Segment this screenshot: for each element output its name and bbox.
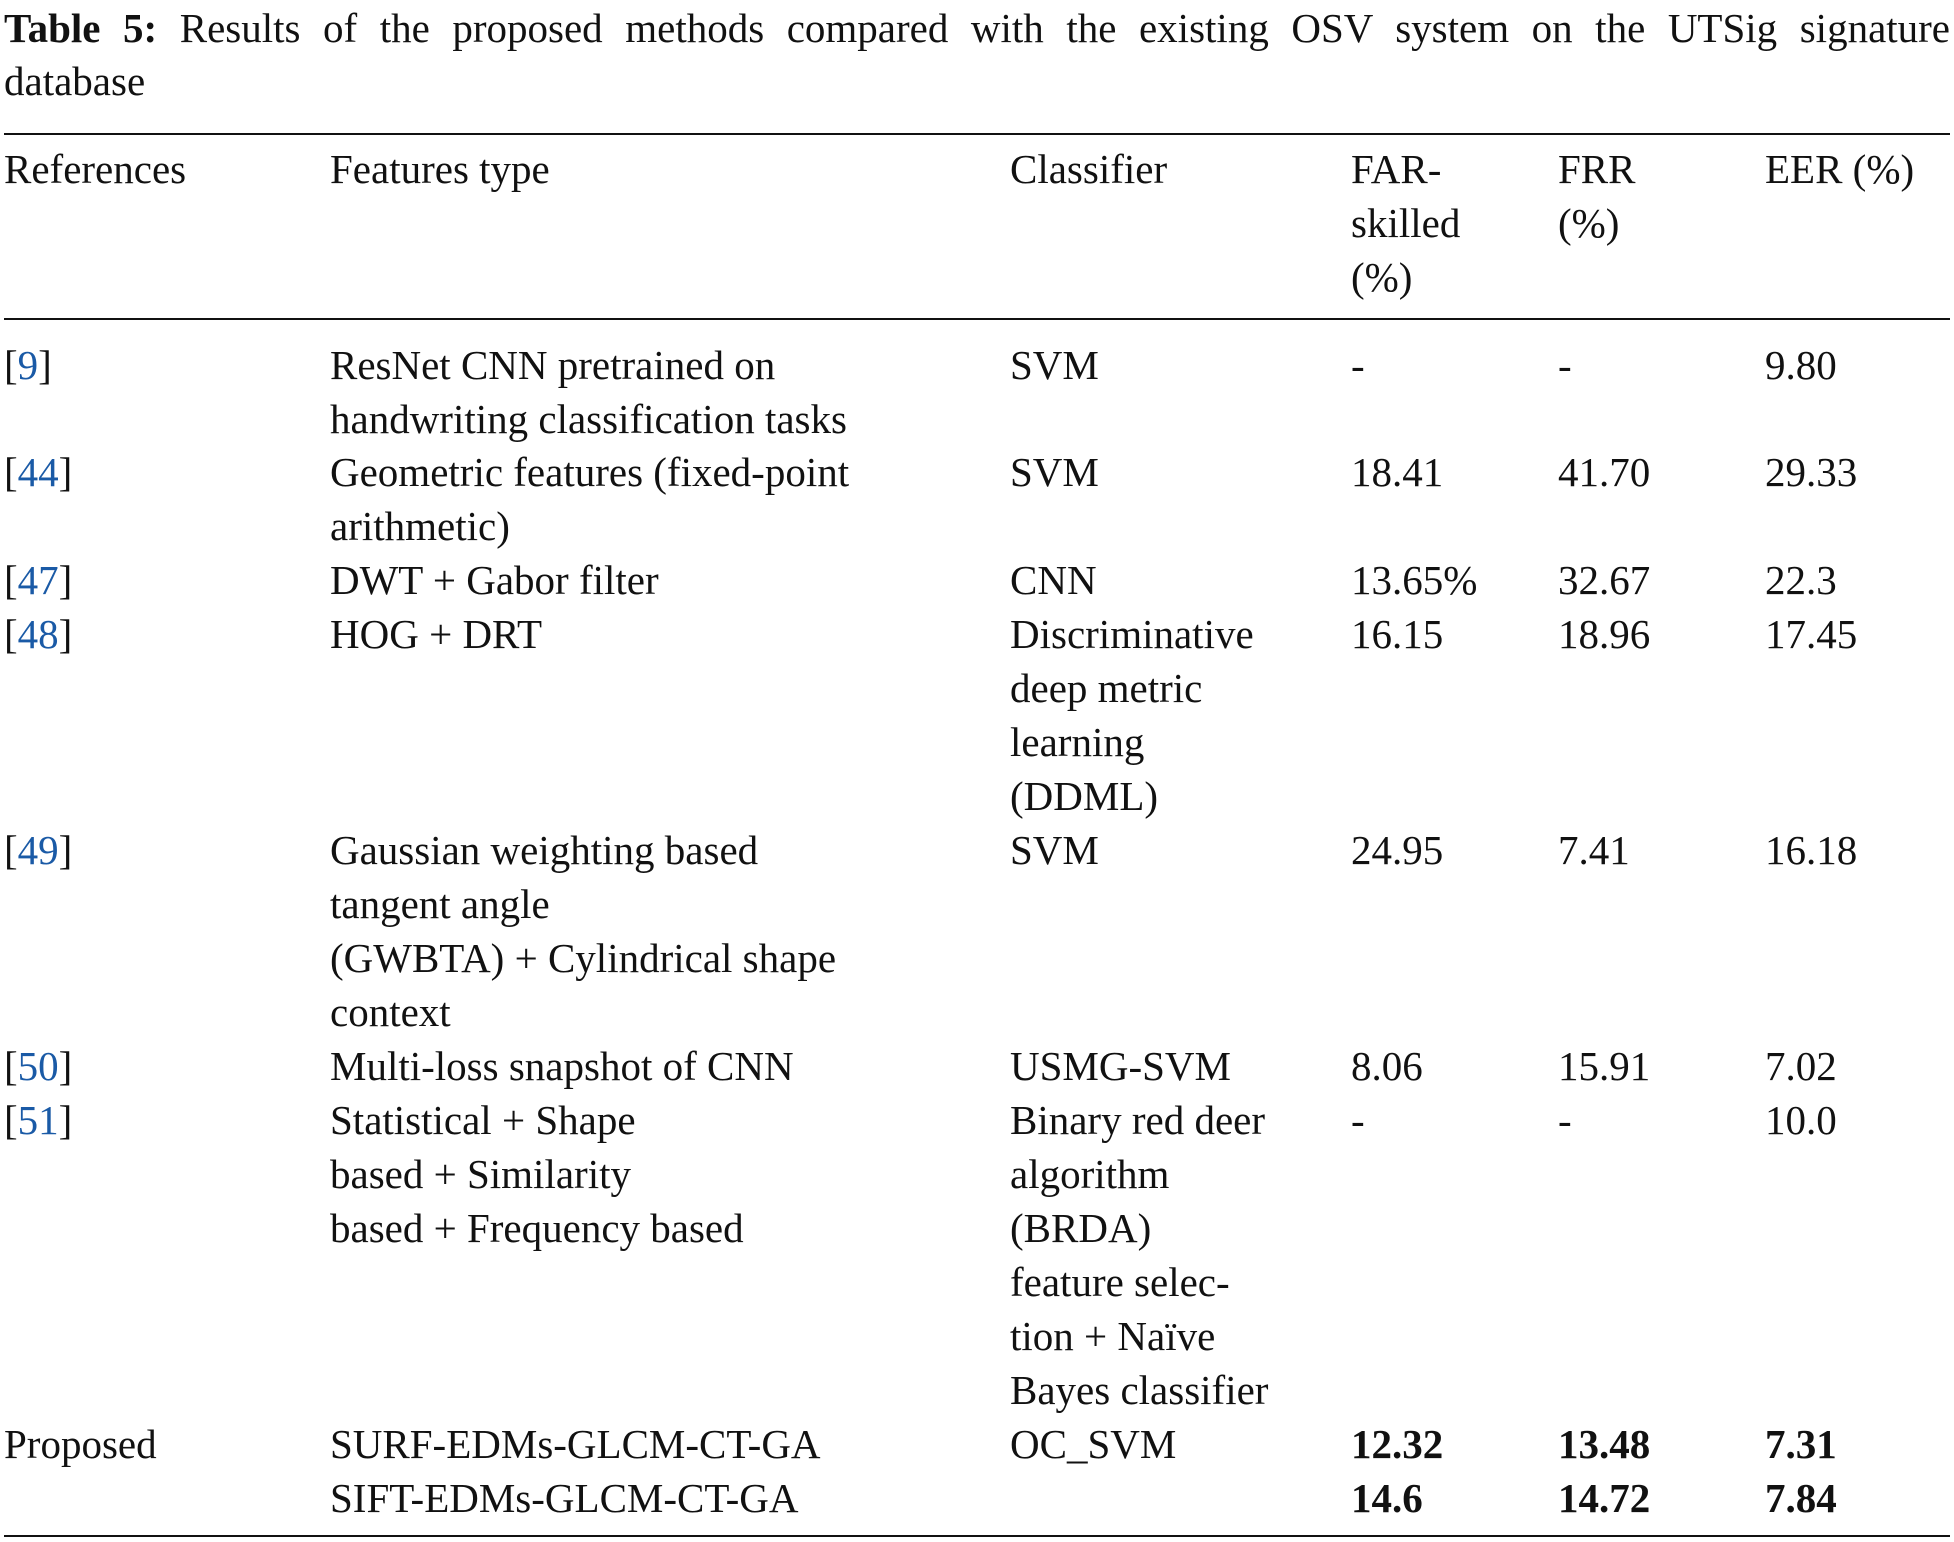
header-classifier: Classifier [1010, 146, 1168, 192]
classifier-line: learning [1010, 719, 1145, 765]
classifier-line: algorithm [1010, 1151, 1170, 1197]
frr-cell: 41.70 [1558, 449, 1651, 495]
classifier-line: Binary red deer [1010, 1097, 1265, 1143]
header-far-line: (%) [1351, 254, 1413, 300]
frr-cell: 18.96 [1558, 611, 1651, 657]
far-cell: - [1351, 1097, 1365, 1143]
header-far-line: skilled [1351, 200, 1461, 246]
frr-cell: 15.91 [1558, 1043, 1651, 1089]
features-line: arithmetic) [330, 503, 510, 549]
features-line: Statistical + Shape [330, 1097, 636, 1143]
eer-cell: 7.02 [1765, 1043, 1837, 1089]
features-line: (GWBTA) + Cylindrical shape [330, 935, 837, 981]
far-cell: - [1351, 342, 1365, 388]
header-features-type: Features type [330, 146, 550, 192]
table-page [4, 0, 1950, 1542]
proposed-eer-cell [1765, 1417, 1837, 1525]
proposed-label: Proposed [4, 1421, 157, 1467]
caption-text: Results of the proposed methods compared with the existing OSV system on the UTSig signature database [4, 5, 1951, 104]
frr-cell: - [1558, 342, 1572, 388]
eer-cell: 16.18 [1765, 827, 1858, 873]
classifier-line: Discriminative [1010, 611, 1254, 657]
features-line: based + Similarity [330, 1151, 631, 1197]
frr-cell: 32.67 [1558, 557, 1651, 603]
proposed-features-cell [330, 1417, 821, 1525]
table-caption [4, 2, 1950, 108]
ref-cell: [9] [4, 342, 52, 388]
far-cell: 16.15 [1351, 611, 1444, 657]
classifier-line: Bayes classifier [1010, 1367, 1269, 1413]
far-cell: 24.95 [1351, 827, 1444, 873]
ref-link[interactable]: 44 [17, 449, 59, 495]
frr-cell: 7.41 [1558, 827, 1630, 873]
header-far-skilled [1351, 142, 1460, 304]
far-value: 12.32 [1351, 1421, 1444, 1467]
bottom-rule [4, 1535, 1950, 1537]
ref-link[interactable]: 50 [17, 1043, 59, 1089]
ref-link[interactable]: 49 [17, 827, 59, 873]
frr-value: 14.72 [1558, 1475, 1651, 1521]
caption-label: Table 5: [4, 5, 158, 51]
top-rule [4, 133, 1950, 135]
ref-cell: [49] [4, 827, 73, 873]
frr-value: 13.48 [1558, 1421, 1651, 1467]
eer-cell: 29.33 [1765, 449, 1858, 495]
classifier-line: deep metric [1010, 665, 1203, 711]
far-value: 14.6 [1351, 1475, 1423, 1521]
features-line: Geometric features (fixed-point [330, 449, 850, 495]
classifier-cell: USMG-SVM [1010, 1043, 1231, 1089]
features-line: tangent angle [330, 881, 550, 927]
far-cell: 18.41 [1351, 449, 1444, 495]
features-cell [330, 1093, 744, 1255]
ref-link[interactable]: 9 [17, 342, 39, 388]
header-frr [1558, 142, 1636, 250]
features-line: based + Frequency based [330, 1205, 744, 1251]
eer-cell: 17.45 [1765, 611, 1858, 657]
header-eer: EER (%) [1765, 146, 1915, 192]
eer-cell: 10.0 [1765, 1097, 1837, 1143]
features-line: ResNet CNN pretrained on [330, 342, 776, 388]
ref-link[interactable]: 47 [17, 557, 59, 603]
header-rule [4, 318, 1950, 320]
features-cell: HOG + DRT [330, 611, 542, 657]
classifier-cell: CNN [1010, 557, 1097, 603]
classifier-line: (DDML) [1010, 773, 1159, 819]
features-line: SIFT-EDMs-GLCM-CT-GA [330, 1475, 799, 1521]
features-line: SURF-EDMs-GLCM-CT-GA [330, 1421, 821, 1467]
eer-cell: 9.80 [1765, 342, 1837, 388]
features-cell: Multi-loss snapshot of CNN [330, 1043, 794, 1089]
ref-cell: [48] [4, 611, 73, 657]
ref-cell: [47] [4, 557, 73, 603]
ref-cell: [51] [4, 1097, 73, 1143]
features-cell [330, 823, 836, 1039]
header-frr-line: FRR [1558, 146, 1636, 192]
ref-cell: [44] [4, 449, 73, 495]
eer-cell: 22.3 [1765, 557, 1837, 603]
proposed-classifier-cell: OC_SVM [1010, 1421, 1177, 1467]
eer-value: 7.84 [1765, 1475, 1837, 1521]
ref-cell: [50] [4, 1043, 73, 1089]
ref-link[interactable]: 51 [17, 1097, 59, 1143]
features-line: handwriting classification tasks [330, 396, 847, 442]
classifier-cell: SVM [1010, 827, 1099, 873]
far-cell: 13.65% [1351, 557, 1478, 603]
classifier-cell: SVM [1010, 342, 1099, 388]
proposed-far-cell [1351, 1417, 1443, 1525]
header-frr-line: (%) [1558, 200, 1620, 246]
features-line: Gaussian weighting based [330, 827, 759, 873]
classifier-line: feature selec- [1010, 1259, 1230, 1305]
far-cell: 8.06 [1351, 1043, 1423, 1089]
classifier-cell [1010, 1093, 1268, 1417]
classifier-cell [1010, 607, 1254, 823]
features-cell: DWT + Gabor filter [330, 557, 659, 603]
classifier-line: tion + Naïve [1010, 1313, 1216, 1359]
ref-link[interactable]: 48 [17, 611, 59, 657]
classifier-line: (BRDA) [1010, 1205, 1152, 1251]
frr-cell: - [1558, 1097, 1572, 1143]
features-cell [330, 445, 849, 553]
header-references: References [4, 146, 187, 192]
features-cell [330, 338, 847, 446]
proposed-frr-cell [1558, 1417, 1650, 1525]
header-far-line: FAR- [1351, 146, 1442, 192]
eer-value: 7.31 [1765, 1421, 1837, 1467]
classifier-cell: SVM [1010, 449, 1099, 495]
features-line: context [330, 989, 451, 1035]
